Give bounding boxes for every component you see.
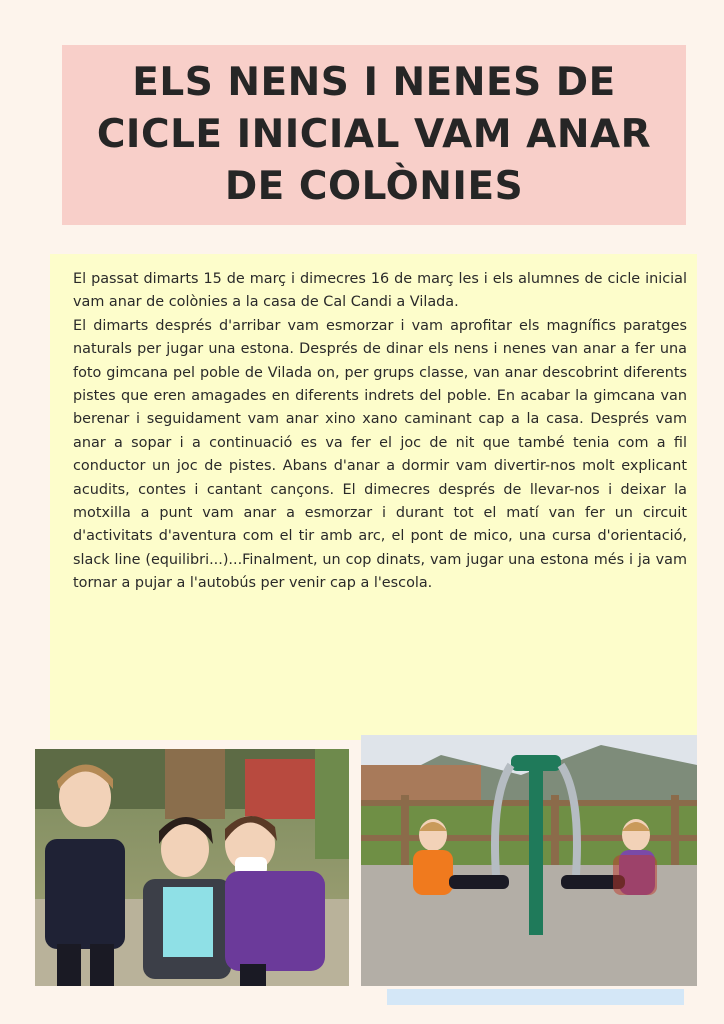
article-text-box xyxy=(50,254,697,740)
page-title: ELS NENS I NENES DE CICLE INICIAL VAM ANAR DE COLÒNIES xyxy=(96,60,652,209)
title-banner xyxy=(62,45,686,225)
paragraph-main: El dimarts després d'arribar vam esmorzar i vam aprofitar els magnífics paratges naturals per jugar una estona. Després de dinar els nens i nenes van anar a fer una foto gimcana pel poble de Vilada on, per grups classe, van anar descobrint diferents pistes que eren amagades en diferents indrets del poble. En acabar la gimcana van berenar i seguidament vam anar xino xano caminant cap a la casa. Després vam anar a sopar i a continuació es va fer el joc de nit que també tenia com a fil conductor un joc de pistes. Abans d'anar a dormir vam divertir-nos molt explicant acudits, contes i cantant cançons. El dimecres després de llevar-nos i deixar la motxilla a punt vam anar a esmorzar i durant tot el matí van fer un circuit d'activitats d'aventura com el tir amb arc, el pont de mico, una cursa d'orientació, slack line (equilibri...)...Finalment, un cop dinats, vam jugar una estona més i ja vam tornar a pujar a l'autobús per venir cap a l'escola. xyxy=(73,317,687,592)
paragraph-intro: El passat dimarts 15 de març i dimecres 16 de març les i els alumnes de cicle inicial vam anar de colònies a la casa de Cal Candi a Vilada. xyxy=(73,271,687,311)
children-group-photo xyxy=(35,749,349,986)
article-body xyxy=(73,268,687,596)
decorative-strip xyxy=(387,989,684,1005)
playground-photo xyxy=(361,735,697,986)
